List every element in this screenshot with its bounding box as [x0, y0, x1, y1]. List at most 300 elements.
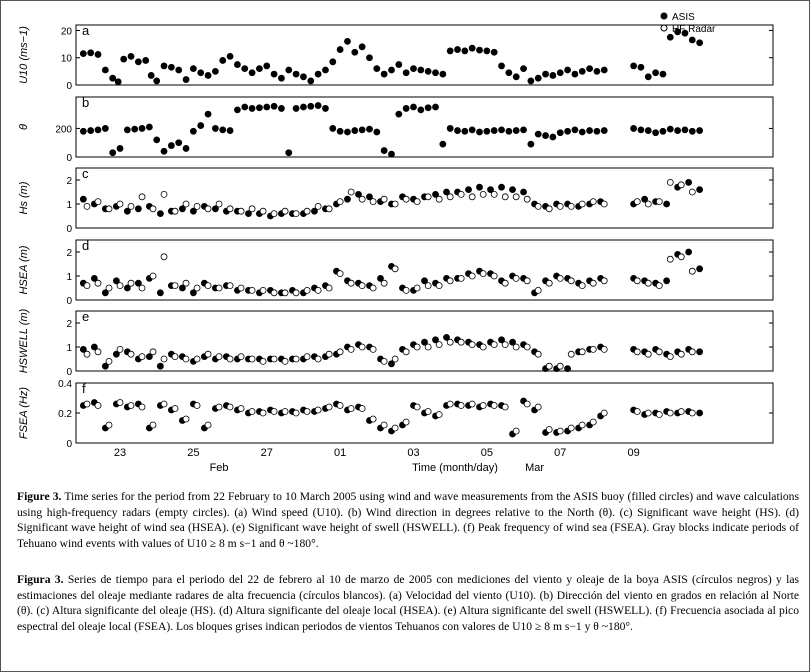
- asis-point: [697, 187, 703, 193]
- y-axis-label: U10 (ms−1): [18, 26, 30, 84]
- hf-radar-point: [381, 422, 387, 428]
- asis-point: [587, 66, 593, 72]
- hf-radar-point: [634, 409, 640, 415]
- asis-point: [115, 79, 121, 85]
- y-tick-label: 200: [55, 124, 72, 136]
- legend-hf-label: HF Radar: [672, 24, 716, 35]
- hf-radar-point: [337, 199, 343, 205]
- asis-point: [242, 66, 248, 72]
- hf-radar-point: [601, 346, 607, 352]
- y-tick-label: 0: [66, 439, 72, 450]
- hf-radar-point: [590, 199, 596, 205]
- hf-radar-point: [95, 403, 101, 409]
- hf-radar-point: [370, 346, 376, 352]
- asis-point: [271, 71, 277, 77]
- hf-radar-point: [304, 208, 310, 214]
- hf-radar-point: [392, 425, 398, 431]
- asis-point: [234, 62, 240, 68]
- hf-radar-point: [414, 199, 420, 205]
- x-tick-label: 07: [554, 447, 567, 459]
- asis-point: [322, 67, 328, 73]
- hf-radar-point: [392, 201, 398, 207]
- asis-point: [653, 70, 659, 76]
- hf-radar-point: [128, 351, 134, 357]
- hf-radar-point: [128, 203, 134, 209]
- asis-point: [359, 44, 365, 50]
- hf-radar-point: [117, 201, 123, 207]
- asis-point: [469, 127, 475, 133]
- asis-point: [286, 150, 292, 156]
- hf-radar-point: [524, 344, 530, 350]
- legend-asis-label: ASIS: [672, 12, 695, 23]
- hf-radar-point: [381, 196, 387, 202]
- asis-point: [293, 105, 299, 111]
- asis-point: [601, 67, 607, 73]
- asis-point: [271, 103, 277, 109]
- hf-radar-point: [260, 410, 266, 416]
- asis-point: [366, 55, 372, 61]
- asis-point: [337, 128, 343, 134]
- asis-point: [410, 66, 416, 72]
- hf-radar-point: [535, 351, 541, 357]
- hf-radar-point: [590, 419, 596, 425]
- hf-radar-point: [172, 208, 178, 214]
- y-tick-label: 2: [66, 319, 72, 330]
- hf-radar-point: [425, 344, 431, 350]
- hf-radar-point: [183, 201, 189, 207]
- asis-point: [572, 71, 578, 77]
- hf-radar-point: [535, 404, 541, 410]
- hf-radar-point: [568, 278, 574, 284]
- y-axis-label: FSEA (Hz): [18, 386, 30, 440]
- hf-radar-point: [678, 409, 684, 415]
- hf-radar-point: [447, 278, 453, 284]
- caption-es-label: Figura 3.: [17, 573, 64, 586]
- hf-radar-point: [667, 256, 673, 262]
- asis-point: [308, 78, 314, 84]
- hf-radar-point: [227, 206, 233, 212]
- hf-radar-point: [216, 201, 222, 207]
- x-tick-label: 05: [480, 447, 493, 459]
- asis-point: [499, 63, 505, 69]
- hf-radar-point: [304, 354, 310, 360]
- asis-point: [491, 128, 497, 134]
- asis-point: [366, 126, 372, 132]
- asis-point: [425, 105, 431, 111]
- month-label: Feb: [209, 462, 229, 474]
- panel-a: [0, 23, 773, 92]
- hf-radar-point: [370, 416, 376, 422]
- x-axis-label: Time (month/day): [412, 462, 498, 474]
- hf-radar-point: [458, 403, 464, 409]
- asis-point: [579, 68, 585, 74]
- hf-radar-point: [381, 358, 387, 364]
- hf-radar-point: [238, 354, 244, 360]
- asis-point: [521, 66, 527, 72]
- hf-radar-point: [524, 196, 530, 202]
- hf-radar-point: [348, 280, 354, 286]
- hf-radar-point: [656, 412, 662, 418]
- asis-point: [653, 130, 659, 136]
- hf-radar-point: [601, 410, 607, 416]
- hf-radar-point: [348, 406, 354, 412]
- asis-point: [242, 104, 248, 110]
- hf-radar-point: [271, 290, 277, 296]
- hf-radar-point: [469, 401, 475, 407]
- asis-point: [220, 127, 226, 133]
- hf-radar-point: [84, 351, 90, 357]
- asis-point: [425, 68, 431, 74]
- asis-point: [579, 129, 585, 135]
- asis-point: [557, 130, 563, 136]
- hf-radar-point: [546, 206, 552, 212]
- hf-radar-point: [546, 280, 552, 286]
- hf-radar-point: [414, 404, 420, 410]
- hf-radar-point: [370, 199, 376, 205]
- asis-point: [135, 206, 141, 212]
- asis-point: [418, 107, 424, 113]
- asis-point: [352, 49, 358, 55]
- hf-radar-point: [436, 283, 442, 289]
- y-axis-label: HSWELL (m): [18, 308, 30, 374]
- y-tick-label: 0: [66, 367, 72, 378]
- hf-radar-point: [194, 203, 200, 209]
- hf-radar-point: [469, 194, 475, 200]
- hf-radar-point: [315, 287, 321, 293]
- hf-radar-point: [579, 349, 585, 355]
- x-tick-label: 27: [260, 447, 273, 459]
- hf-radar-point: [172, 283, 178, 289]
- asis-point: [521, 189, 527, 195]
- asis-point: [528, 78, 534, 84]
- legend-asis-marker: [661, 13, 667, 19]
- asis-point: [278, 105, 284, 111]
- hf-radar-point: [227, 404, 233, 410]
- asis-point: [645, 128, 651, 134]
- hf-radar-point: [414, 285, 420, 291]
- asis-point: [300, 74, 306, 80]
- panel-letter: d: [82, 238, 90, 253]
- panel-letter: c: [82, 166, 89, 181]
- asis-point: [190, 66, 196, 72]
- hf-radar-point: [425, 194, 431, 200]
- hf-radar-point: [183, 280, 189, 286]
- asis-point: [477, 47, 483, 53]
- hf-radar-point: [293, 290, 299, 296]
- asis-point: [664, 201, 670, 207]
- hf-radar-point: [469, 273, 475, 279]
- hf-radar-point: [315, 407, 321, 413]
- hf-radar-point: [656, 349, 662, 355]
- asis-point: [689, 37, 695, 43]
- hf-radar-point: [326, 206, 332, 212]
- asis-point: [110, 150, 116, 156]
- hf-radar-point: [689, 189, 695, 195]
- asis-point: [572, 127, 578, 133]
- asis-point: [682, 127, 688, 133]
- asis-point: [388, 151, 394, 157]
- hf-radar-point: [414, 344, 420, 350]
- asis-point: [440, 141, 446, 147]
- hf-radar-point: [392, 356, 398, 362]
- asis-point: [506, 128, 512, 134]
- hf-radar-point: [579, 283, 585, 289]
- hf-radar-point: [117, 346, 123, 352]
- hf-radar-point: [161, 191, 167, 197]
- hf-radar-point: [425, 409, 431, 415]
- hf-radar-point: [359, 283, 365, 289]
- asis-point: [227, 53, 233, 59]
- hf-radar-point: [524, 401, 530, 407]
- asis-point: [396, 62, 402, 68]
- asis-point: [433, 70, 439, 76]
- hf-radar-point: [249, 287, 255, 293]
- hf-radar-point: [194, 356, 200, 362]
- y-tick-label: 0: [66, 153, 72, 164]
- hf-radar-point: [436, 196, 442, 202]
- asis-point: [293, 71, 299, 77]
- hf-radar-point: [403, 349, 409, 355]
- hf-radar-point: [150, 349, 156, 355]
- hf-radar-point: [601, 201, 607, 207]
- month-label: Mar: [525, 462, 545, 474]
- asis-point: [645, 74, 651, 80]
- asis-point: [183, 77, 189, 83]
- hf-radar-point: [216, 354, 222, 360]
- hf-radar-point: [227, 283, 233, 289]
- asis-point: [330, 125, 336, 131]
- y-tick-label: 2: [66, 176, 72, 187]
- hf-radar-point: [106, 206, 112, 212]
- hf-radar-point: [568, 203, 574, 209]
- panel-letter: b: [82, 95, 90, 110]
- hf-radar-point: [678, 254, 684, 260]
- hf-radar-point: [205, 283, 211, 289]
- hf-radar-point: [238, 285, 244, 291]
- asis-point: [95, 127, 101, 133]
- asis-point: [198, 123, 204, 129]
- asis-point: [686, 249, 692, 255]
- hf-radar-point: [645, 410, 651, 416]
- asis-point: [466, 187, 472, 193]
- asis-point: [381, 148, 387, 154]
- hf-radar-point: [260, 358, 266, 364]
- hf-radar-point: [117, 400, 123, 406]
- hf-radar-point: [403, 196, 409, 202]
- asis-point: [388, 67, 394, 73]
- hf-radar-point: [106, 358, 112, 364]
- hf-radar-point: [249, 409, 255, 415]
- asis-point: [689, 128, 695, 134]
- asis-point: [433, 104, 439, 110]
- hf-radar-point: [216, 404, 222, 410]
- hf-radar-point: [293, 211, 299, 217]
- asis-point: [132, 126, 138, 132]
- hf-radar-point: [425, 283, 431, 289]
- hf-radar-point: [172, 354, 178, 360]
- asis-point: [521, 127, 527, 133]
- hf-radar-point: [238, 208, 244, 214]
- y-tick-label: 0: [66, 81, 72, 92]
- asis-point: [80, 128, 86, 134]
- panel-letter: f: [82, 381, 86, 396]
- y-tick-label: 2: [66, 248, 72, 259]
- asis-point: [447, 48, 453, 54]
- hf-radar-point: [447, 401, 453, 407]
- asis-point: [660, 71, 666, 77]
- hf-radar-point: [590, 346, 596, 352]
- panel-c: [0, 166, 773, 235]
- asis-point: [315, 103, 321, 109]
- hf-radar-point: [513, 194, 519, 200]
- asis-point: [462, 128, 468, 134]
- asis-point: [403, 105, 409, 111]
- hf-radar-point: [689, 268, 695, 274]
- hf-radar-point: [249, 206, 255, 212]
- hf-radar-point: [634, 278, 640, 284]
- legend-hf-marker: [661, 25, 667, 31]
- hf-radar-point: [634, 199, 640, 205]
- hf-radar-point: [491, 403, 497, 409]
- asis-point: [660, 128, 666, 134]
- y-axis-label: θ: [18, 124, 30, 130]
- asis-point: [139, 125, 145, 131]
- asis-point: [308, 103, 314, 109]
- hf-radar-point: [282, 208, 288, 214]
- asis-point: [484, 128, 490, 134]
- y-axis-label: HSEA (m): [18, 245, 30, 295]
- hf-radar-point: [513, 275, 519, 281]
- asis-point: [499, 184, 505, 190]
- hf-radar-point: [326, 351, 332, 357]
- asis-point: [565, 67, 571, 73]
- hf-radar-point: [194, 285, 200, 291]
- asis-point: [315, 71, 321, 77]
- hf-radar-point: [260, 208, 266, 214]
- y-tick-label: 0: [66, 224, 72, 235]
- asis-point: [157, 290, 163, 296]
- hf-radar-point: [172, 406, 178, 412]
- asis-point: [491, 49, 497, 55]
- asis-point: [128, 53, 134, 59]
- asis-point: [322, 105, 328, 111]
- asis-point: [80, 196, 86, 202]
- hf-radar-point: [502, 404, 508, 410]
- hf-radar-point: [271, 211, 277, 217]
- hf-radar-point: [271, 356, 277, 362]
- hf-radar-point: [315, 356, 321, 362]
- asis-point: [447, 125, 453, 131]
- asis-point: [135, 59, 141, 65]
- asis-point: [697, 266, 703, 272]
- hf-radar-point: [403, 419, 409, 425]
- asis-point: [220, 57, 226, 63]
- hf-radar-point: [557, 275, 563, 281]
- panel-f: [0, 379, 773, 450]
- hf-radar-point: [150, 206, 156, 212]
- hf-radar-point: [282, 409, 288, 415]
- asis-point: [675, 128, 681, 134]
- asis-point: [664, 278, 670, 284]
- hf-radar-point: [128, 280, 134, 286]
- asis-point: [249, 105, 255, 111]
- hf-radar-point: [84, 203, 90, 209]
- y-axis-label: Hs (m): [18, 181, 30, 215]
- asis-point: [176, 140, 182, 146]
- hf-radar-point: [667, 354, 673, 360]
- asis-point: [403, 70, 409, 76]
- hf-radar-point: [271, 409, 277, 415]
- asis-point: [513, 74, 519, 80]
- caption-es-text: Series de tiempo para el periodo del 22 de febrero al 10 de marzo de 2005 con mediciones del viento y oleaje de la boya ASIS (círculos negros) y las estimaciones del oleaje mediante radares de alta frecuencia (círculos blancos). (a) Velocidad del viento (U10). (b) Dirección del viento en grados en relación al Norte (θ). (c) Altura significante del oleaje (HS). (d) Altura significante del oleaje local (HSEA). (e) Altura significante del swell (HSWELL). (f) Frecuencia asociada al pico espectral del oleaje local (FSEA). Los bloques grises indican periodos de vientos Tehuanos con valores de U10 ≥ 8 m s−1 y θ ~180°.: [17, 573, 799, 634]
- asis-point: [249, 70, 255, 76]
- y-tick-label: 0: [66, 296, 72, 307]
- asis-point: [477, 184, 483, 190]
- asis-point: [631, 63, 637, 69]
- y-tick-label: 1: [66, 272, 72, 283]
- asis-point: [455, 47, 461, 53]
- asis-point: [418, 67, 424, 73]
- hf-radar-point: [348, 346, 354, 352]
- y-tick-label: 0.4: [58, 379, 72, 390]
- hf-radar-point: [447, 339, 453, 345]
- hf-radar-point: [205, 206, 211, 212]
- caption-en-text: Time series for the period from 22 February to 10 March 2005 using wind and wave measurements from the ASIS buoy (filled circles) and wave calculations using high-frequency radars (empty circles). (a) Wind speed (U10). (b) Wind direction in degrees relative to the North (θ). (c) Significant wave height (HS). (d) Significant wave height of wind sea (HSEA). (e) Significant wave height of swell (HSWELL). (f) Peak frequency of wind sea (FSEA). Gray blocks indicate periods of Tehuano wind events with values of U10 ≥ 8 m s−1 and θ ~180°.: [17, 490, 799, 551]
- hf-radar-point: [645, 351, 651, 357]
- hf-radar-point: [106, 285, 112, 291]
- hf-radar-point: [326, 285, 332, 291]
- hf-radar-point: [359, 344, 365, 350]
- asis-point: [667, 126, 673, 132]
- asis-point: [601, 128, 607, 134]
- asis-point: [543, 133, 549, 139]
- asis-point: [143, 57, 149, 63]
- asis-point: [286, 67, 292, 73]
- asis-point: [337, 47, 343, 53]
- hf-radar-point: [139, 354, 145, 360]
- asis-point: [396, 111, 402, 117]
- asis-point: [168, 143, 174, 149]
- hf-radar-point: [84, 401, 90, 407]
- asis-point: [565, 366, 571, 372]
- hf-radar-point: [678, 182, 684, 188]
- x-tick-label: 09: [627, 447, 640, 459]
- hf-radar-point: [139, 285, 145, 291]
- hf-radar-point: [238, 406, 244, 412]
- hf-radar-point: [579, 201, 585, 207]
- asis-point: [198, 70, 204, 76]
- asis-point: [212, 68, 218, 74]
- asis-point: [183, 145, 189, 151]
- asis-point: [594, 128, 600, 134]
- hf-radar-point: [645, 201, 651, 207]
- asis-point: [212, 125, 218, 131]
- asis-point: [344, 38, 350, 44]
- hf-radar-point: [480, 403, 486, 409]
- y-tick-label: 1: [66, 343, 72, 354]
- asis-point: [117, 145, 123, 151]
- hf-radar-point: [315, 203, 321, 209]
- asis-point: [594, 68, 600, 74]
- hf-radar-point: [557, 363, 563, 369]
- asis-point: [587, 128, 593, 134]
- hf-radar-point: [546, 427, 552, 433]
- hf-radar-point: [667, 410, 673, 416]
- asis-point: [374, 129, 380, 135]
- hf-radar-point: [150, 273, 156, 279]
- hf-radar-point: [161, 254, 167, 260]
- asis-point: [148, 72, 154, 78]
